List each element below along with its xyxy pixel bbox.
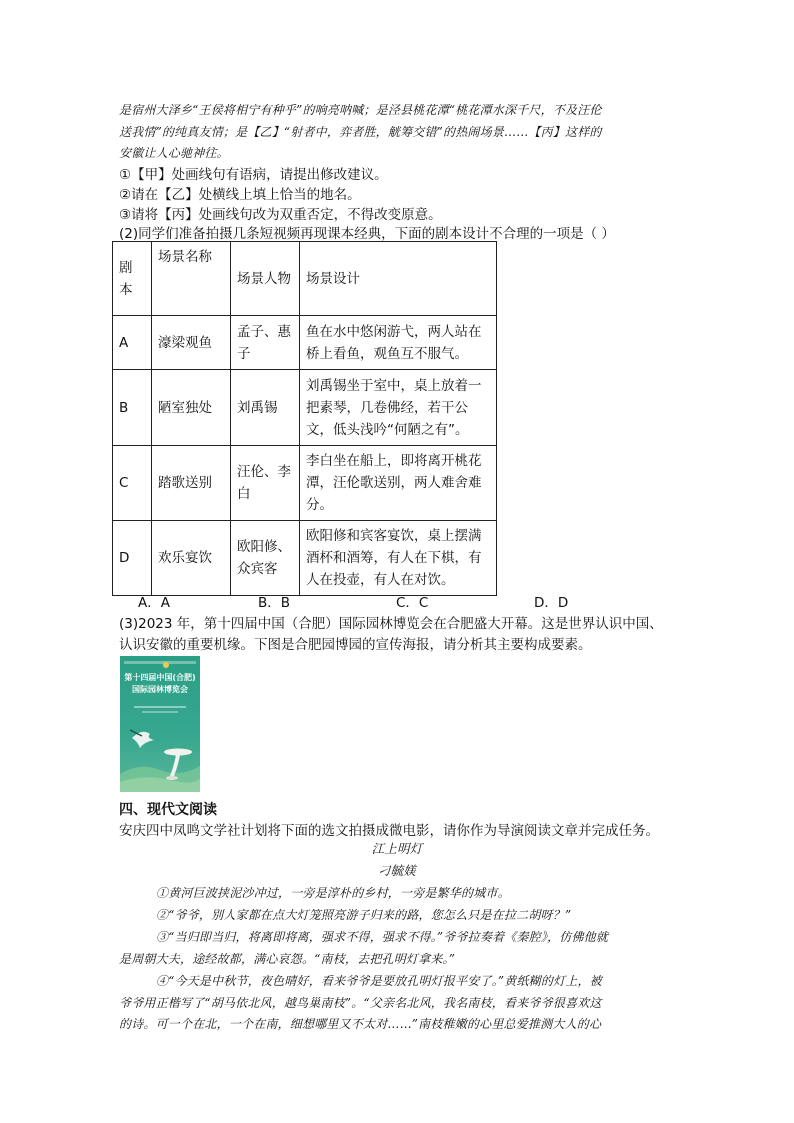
answer-options — [138, 591, 578, 609]
article-para-1: ①黄河巨波挟泥沙冲过，一旁是淳朴的乡村，一旁是繁华的城市。 — [156, 886, 510, 900]
question-3-line-1: (3)2023 年，第十四届中国（合肥）国际园林博览会在合肥盛大开幕。这是世界认识中国、 — [119, 616, 663, 632]
option-a: A．A — [138, 595, 170, 611]
table-row — [113, 446, 497, 521]
table-header-row — [113, 242, 497, 316]
question-2: (2)同学们准备拍摄几条短视频再现课本经典，下面的剧本设计不合理的一项是（ ） — [119, 226, 615, 242]
question-3-line-2: 认识安徽的重要机缘。下图是合肥园博园的宣传海报，请分析其主要构成要素。 — [119, 637, 592, 653]
scene-name: 陋室独处 — [152, 370, 231, 446]
option-c: C．C — [396, 595, 429, 611]
table-row — [113, 316, 497, 370]
article-para-4-cont: 爷爷用正楷写了“胡马依北风，越鸟巢南枝”。“父亲名北风，我名南枝，看来爷爷很喜欢这 — [119, 996, 602, 1010]
row-label: D — [113, 521, 152, 596]
article-para-3-cont: 是周朝大夫，途经故都，满心哀怨。“南枝，去把孔明灯拿来。” — [119, 952, 456, 966]
scene-design: 刘禹锡坐于室中，桌上放着一把素琴，几卷佛经，若干公文，低头浅吟“何陋之有”。 — [300, 370, 497, 446]
table-header-cell: 场景人物 — [231, 242, 300, 316]
article-author: 刁毓媄 — [377, 863, 417, 878]
scene-people: 汪伦、李白 — [231, 446, 300, 521]
article-para-4-cont2: 的诗。可一个在北，一个在南，细想哪里又不太对……”南枝稚嫩的心里总爱推测大人的心 — [119, 1017, 602, 1031]
article-para-3: ③“当归即当归，将离即将离，强求不得，强求不得。”爷爷拉奏着《秦腔》，仿佛他就 — [156, 930, 609, 944]
task-2: ②请在【乙】处横线上填上恰当的地名。 — [119, 187, 361, 203]
scene-name: 踏歌送别 — [152, 446, 231, 521]
row-label: C — [113, 446, 152, 521]
scene-design: 李白坐在船上，即将离开桃花潭，汪伦歌送别，两人难舍难分。 — [300, 446, 497, 521]
article-title: 江上明灯 — [371, 841, 423, 856]
row-label: B — [113, 370, 152, 446]
poster-title-line-1: 第十四届中国(合肥) — [124, 673, 196, 682]
table-row — [113, 521, 497, 596]
table-row — [113, 370, 497, 446]
table-header-cell: 场景设计 — [300, 242, 497, 316]
scene-design: 鱼在水中悠闲游弋，两人站在桥上看鱼，观鱼互不服气。 — [300, 316, 497, 370]
option-d: D．D — [534, 595, 569, 611]
poster-title-line-2: 国际园林博览会 — [132, 685, 188, 694]
row-label: A — [113, 316, 152, 370]
table-header-cell: 场景名称 — [152, 242, 231, 316]
intro-line-1: 是宿州大泽乡“王侯将相宁有种乎”的响亮呐喊；是泾县桃花潭“桃花潭水深千尺，不及汪伦 — [119, 103, 602, 117]
task-3: ③请将【丙】处画线句改为双重否定，不得改变原意。 — [119, 207, 442, 223]
option-b: B．B — [258, 595, 291, 611]
scene-people: 孟子、惠子 — [231, 316, 300, 370]
article-para-2: ②“爷爷，别人家都在点大灯笼照亮游子归来的路，您怎么只是在拉二胡呀？” — [156, 908, 572, 922]
intro-line-2: 送我情”的纯真友情；是【乙】“射者中，弈者胜，觥筹交错”的热闹场景……【丙】这样的 — [119, 125, 602, 139]
scene-name: 欢乐宴饮 — [152, 521, 231, 596]
script-table — [112, 241, 497, 596]
task-1: ①【甲】处画线句有语病，请提出修改建议。 — [119, 167, 388, 183]
intro-line-3: 安徽让人心驰神往。 — [119, 146, 229, 160]
expo-poster — [120, 656, 200, 792]
table-header-cell: 剧本 — [113, 242, 152, 316]
section-intro: 安庆四中凤鸣文学社计划将下面的选文拍摄成微电影，请你作为导演阅读文章并完成任务。 — [119, 823, 659, 839]
scene-people: 欧阳修、众宾客 — [231, 521, 300, 596]
section-heading: 四、现代文阅读 — [119, 802, 217, 818]
scene-name: 濠梁观鱼 — [152, 316, 231, 370]
article-para-4: ④“今天是中秋节，夜色晴好，看来爷爷是要放孔明灯报平安了。”黄纸糊的灯上，被 — [156, 974, 602, 988]
scene-people: 刘禹锡 — [231, 370, 300, 446]
scene-design: 欧阳修和宾客宴饮，桌上摆满酒杯和酒筹，有人在下棋，有人在投壶，有人在对饮。 — [300, 521, 497, 596]
